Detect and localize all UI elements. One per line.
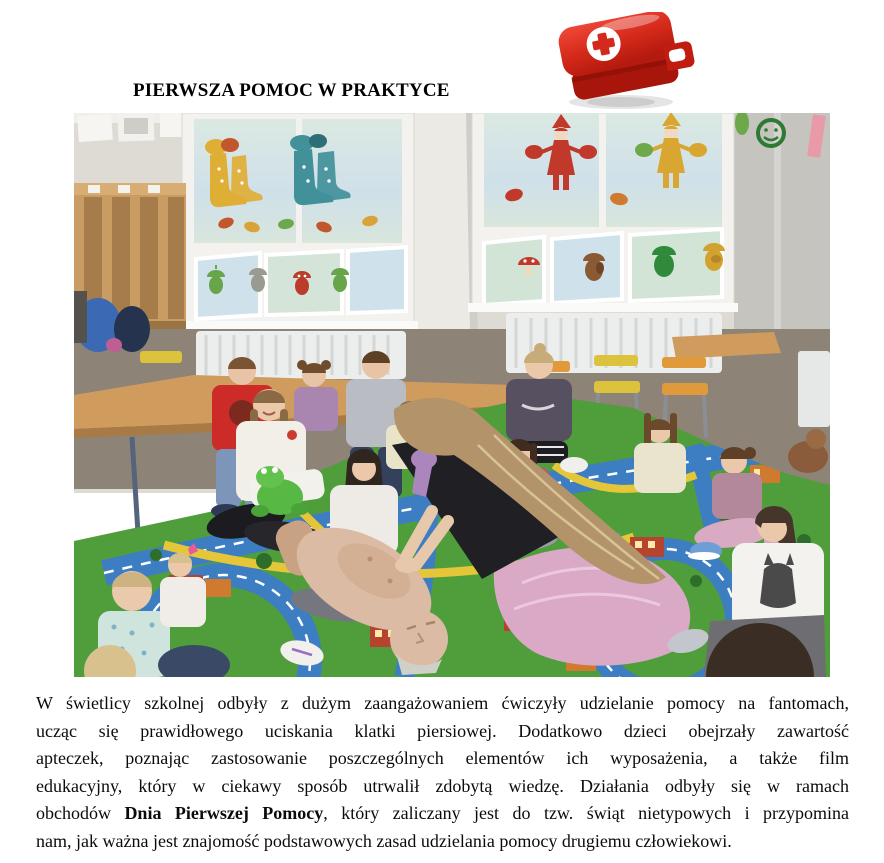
paragraph-line <box>36 800 849 828</box>
article-paragraph <box>36 690 849 856</box>
window-right <box>468 113 738 312</box>
paragraph-line: edukacyjny, który w ciekawy sposób utrwalił zdobytą wiedzę. Działania odbyły się w ramach <box>36 775 849 796</box>
paragraph-line: W świetlicy szkolnej odbyły z dużym zaangażowaniem ćwiczyły udzielanie pomocy na fantomach, <box>36 693 849 713</box>
page-title: PIERWSZA POMOC W PRAKTYCE <box>133 80 450 101</box>
paragraph-line: ucząc się prawidłowego uciskania klatki piersiowej. Dodatkowo dzieci obejrzały zawartość <box>36 720 849 741</box>
kit-handle <box>663 40 695 71</box>
paragraph-text: obchodów <box>36 803 125 824</box>
paragraph-text: , który zaliczany jest do tzw. świąt nietypowych i przypomina <box>323 803 849 824</box>
first-aid-kit-image <box>549 12 701 110</box>
paragraph-line: nam, jak ważna jest znajomość podstawowych zasad udzielania pomocy drugiemu człowiekowi. <box>36 830 732 851</box>
kit-case <box>556 12 698 102</box>
paragraph-line: apteczek, poznając zastosowanie poszczególnych elementów ich wyposażenia, a także film <box>36 748 849 769</box>
paragraph-bold-text: Dnia Pierwszej Pomocy <box>124 803 324 824</box>
classroom-photo <box>74 113 830 677</box>
